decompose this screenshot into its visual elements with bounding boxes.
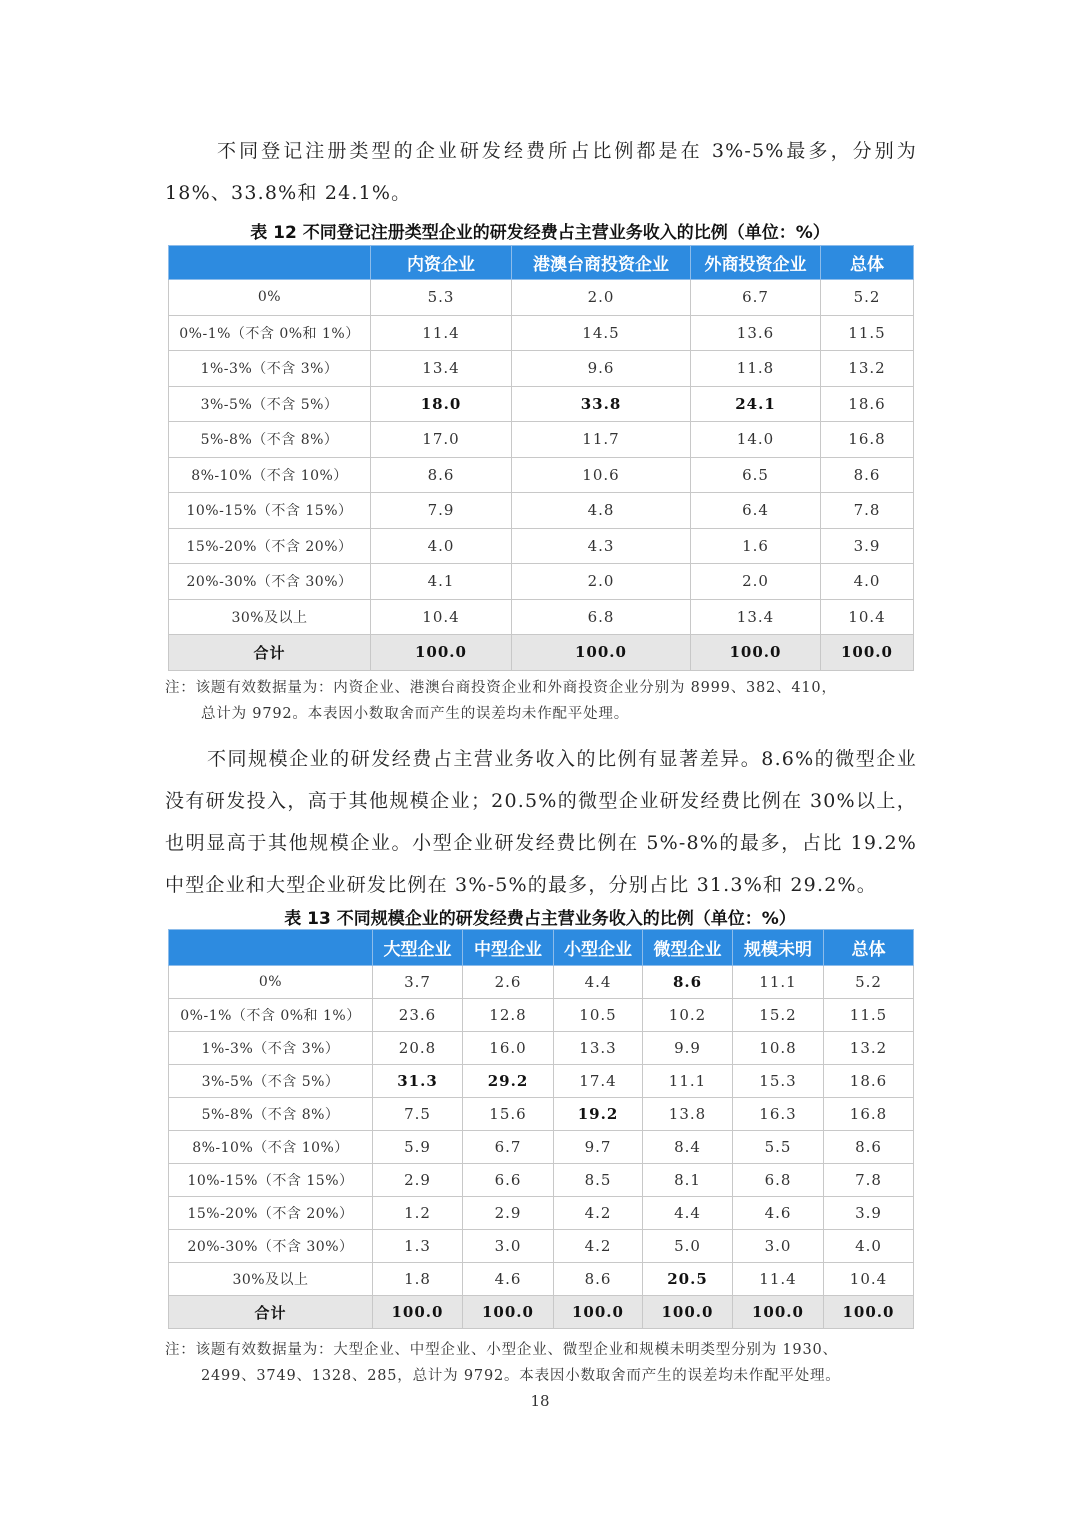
table-cell: 8.4: [643, 1131, 733, 1164]
table13-caption: 表 13 不同规模企业的研发经费占主营业务收入的比例（单位：%）: [284, 909, 796, 929]
table12-corner-cell: [169, 246, 371, 280]
table-row: [169, 315, 914, 351]
row-label: 5%-8%（不含 8%）: [169, 1098, 373, 1131]
table-cell: 4.8: [512, 493, 691, 529]
table-cell: 4.1: [371, 564, 512, 600]
row-label: 20%-30%（不含 30%）: [169, 564, 371, 600]
table-row: [169, 351, 914, 387]
table-row: [169, 280, 914, 316]
table-row: [169, 1131, 914, 1164]
table-cell: 10.8: [733, 1032, 824, 1065]
table-cell: 5.5: [733, 1131, 824, 1164]
table12-col-header: 内资企业: [371, 246, 512, 280]
table-row: [169, 1164, 914, 1197]
table-cell: 13.8: [643, 1098, 733, 1131]
table-row: [169, 1197, 914, 1230]
table-cell: 1.3: [373, 1230, 463, 1263]
table-cell: 5.9: [373, 1131, 463, 1164]
table-cell: 16.3: [733, 1098, 824, 1131]
table-row: [169, 457, 914, 493]
table-cell: 7.5: [373, 1098, 463, 1131]
table-row: [169, 999, 914, 1032]
table-cell: 5.0: [643, 1230, 733, 1263]
table-cell: 12.8: [463, 999, 554, 1032]
table-row: [169, 1032, 914, 1065]
table12-header-row: [169, 246, 914, 280]
table-cell: 8.6: [554, 1263, 643, 1296]
table-cell: 3.7: [373, 966, 463, 999]
table-cell: 10.4: [821, 599, 914, 635]
table-cell: 11.1: [643, 1065, 733, 1098]
table13-col-header: 总体: [824, 930, 914, 966]
table-total-row: [169, 635, 914, 671]
table-cell: 3.9: [821, 528, 914, 564]
table-cell-highlight: 29.2: [463, 1065, 554, 1098]
table-cell: 23.6: [373, 999, 463, 1032]
table-cell: 9.7: [554, 1131, 643, 1164]
table12-note: [165, 675, 925, 727]
table-cell: 4.6: [463, 1263, 554, 1296]
table13-corner-cell: [169, 930, 373, 966]
table12-caption: 表 12 不同登记注册类型企业的研发经费占主营业务收入的比例（单位：%）: [250, 223, 830, 243]
table-cell: 4.3: [512, 528, 691, 564]
table-cell: 15.6: [463, 1098, 554, 1131]
table-cell: 6.4: [691, 493, 821, 529]
table-cell: 14.0: [691, 422, 821, 458]
table-cell: 7.9: [371, 493, 512, 529]
table-cell: 100.0: [824, 1296, 914, 1329]
table12-col-header: 港澳台商投资企业: [512, 246, 691, 280]
note-line: 2499、3749、1328、285，总计为 9792。本表因小数取舍而产生的误差均未作配平处理。: [201, 1368, 841, 1384]
table-row: [169, 1098, 914, 1131]
table-cell-highlight: 24.1: [691, 386, 821, 422]
table-cell: 2.0: [691, 564, 821, 600]
table-cell: 6.5: [691, 457, 821, 493]
paragraph-enterprise-size: 不同规模企业的研发经费占主营业务收入的比例有显著差异。8.6%的微型企业没有研发投入，高于其他规模企业；20.5%的微型企业研发经费比例在 30%以上，也明显高于其他规模企业。小型企业研发经费比例在 5%-8%的最多，占比 19.2% 中型企业和大型企业研发比例在 3%-5%的最多，分别占比 31.3%和 29.2%。: [165, 748, 917, 896]
table-cell: 4.2: [554, 1230, 643, 1263]
table-cell: 100.0: [821, 635, 914, 671]
table-cell: 4.0: [371, 528, 512, 564]
table-cell: 6.6: [463, 1164, 554, 1197]
row-label: 1%-3%（不含 3%）: [169, 351, 371, 387]
table-cell: 10.4: [824, 1263, 914, 1296]
note-line: 总计为 9792。本表因小数取舍而产生的误差均未作配平处理。: [201, 706, 630, 722]
table-cell: 1.6: [691, 528, 821, 564]
table-cell: 100.0: [463, 1296, 554, 1329]
table-cell: 10.5: [554, 999, 643, 1032]
table-cell: 11.7: [512, 422, 691, 458]
table-row: [169, 386, 914, 422]
row-label: 20%-30%（不含 30%）: [169, 1230, 373, 1263]
table-cell: 17.4: [554, 1065, 643, 1098]
row-label: 0%-1%（不含 0%和 1%）: [169, 999, 373, 1032]
table-cell: 11.5: [824, 999, 914, 1032]
table-cell: 18.6: [824, 1065, 914, 1098]
table-cell: 7.8: [824, 1164, 914, 1197]
table-cell: 6.7: [691, 280, 821, 316]
table-cell: 13.3: [554, 1032, 643, 1065]
paragraph-registration-types: 不同登记注册类型的企业研发经费所占比例都是在 3%-5%最多，分别为 18%、33.8%和 24.1%。: [165, 140, 917, 204]
table-cell: 100.0: [371, 635, 512, 671]
row-label: 0%: [169, 280, 371, 316]
row-label: 30%及以上: [169, 599, 371, 635]
table-cell: 16.0: [463, 1032, 554, 1065]
table-cell: 11.1: [733, 966, 824, 999]
table-cell: 13.4: [691, 599, 821, 635]
table-cell-highlight: 31.3: [373, 1065, 463, 1098]
table-cell: 8.1: [643, 1164, 733, 1197]
row-label: 0%-1%（不含 0%和 1%）: [169, 315, 371, 351]
table-cell: 1.8: [373, 1263, 463, 1296]
row-label: 15%-20%（不含 20%）: [169, 1197, 373, 1230]
table-cell: 4.4: [554, 966, 643, 999]
table-cell: 15.3: [733, 1065, 824, 1098]
table-cell: 8.6: [824, 1131, 914, 1164]
table-cell: 3.9: [824, 1197, 914, 1230]
table12-col-header: 外商投资企业: [691, 246, 821, 280]
table-cell: 100.0: [643, 1296, 733, 1329]
table-cell: 9.9: [643, 1032, 733, 1065]
table-cell-highlight: 18.0: [371, 386, 512, 422]
table-cell: 18.6: [821, 386, 914, 422]
table-row: [169, 1263, 914, 1296]
table-cell: 1.2: [373, 1197, 463, 1230]
table13-col-header: 微型企业: [643, 930, 733, 966]
table-cell-highlight: 33.8: [512, 386, 691, 422]
table-cell: 100.0: [373, 1296, 463, 1329]
table-row: [169, 528, 914, 564]
table-row: [169, 599, 914, 635]
table13-note: [165, 1337, 925, 1389]
row-label: 5%-8%（不含 8%）: [169, 422, 371, 458]
table-row: [169, 1230, 914, 1263]
table-cell: 2.9: [463, 1197, 554, 1230]
table-cell: 6.7: [463, 1131, 554, 1164]
table-cell: 7.8: [821, 493, 914, 529]
row-label: 1%-3%（不含 3%）: [169, 1032, 373, 1065]
table-cell: 5.2: [824, 966, 914, 999]
table-cell-highlight: 8.6: [643, 966, 733, 999]
table-cell: 8.6: [821, 457, 914, 493]
table-row: [169, 1065, 914, 1098]
table-cell: 20.8: [373, 1032, 463, 1065]
row-label: 3%-5%（不含 5%）: [169, 1065, 373, 1098]
table-cell: 8.6: [371, 457, 512, 493]
total-label: 合计: [169, 1296, 373, 1329]
table-cell: 10.4: [371, 599, 512, 635]
table-cell: 13.4: [371, 351, 512, 387]
row-label: 10%-15%（不含 15%）: [169, 493, 371, 529]
table13-col-header: 中型企业: [463, 930, 554, 966]
table-row: [169, 966, 914, 999]
table-cell: 4.2: [554, 1197, 643, 1230]
table-cell: 100.0: [512, 635, 691, 671]
table-cell: 3.0: [463, 1230, 554, 1263]
table-cell: 6.8: [512, 599, 691, 635]
table-cell: 11.8: [691, 351, 821, 387]
table-cell: 17.0: [371, 422, 512, 458]
table-cell: 6.8: [733, 1164, 824, 1197]
table-cell: 3.0: [733, 1230, 824, 1263]
table-row: [169, 422, 914, 458]
table-cell: 4.6: [733, 1197, 824, 1230]
row-label: 0%: [169, 966, 373, 999]
table-cell: 13.6: [691, 315, 821, 351]
table12-col-header: 总体: [821, 246, 914, 280]
table-cell: 11.4: [371, 315, 512, 351]
table-cell: 11.4: [733, 1263, 824, 1296]
table-cell: 4.4: [643, 1197, 733, 1230]
table-cell: 2.6: [463, 966, 554, 999]
table-cell: 16.8: [821, 422, 914, 458]
table-cell: 11.5: [821, 315, 914, 351]
row-label: 8%-10%（不含 10%）: [169, 1131, 373, 1164]
table-total-row: [169, 1296, 914, 1329]
row-label: 30%及以上: [169, 1263, 373, 1296]
table-cell: 5.3: [371, 280, 512, 316]
table-cell: 13.2: [821, 351, 914, 387]
table-cell: 14.5: [512, 315, 691, 351]
total-label: 合计: [169, 635, 371, 671]
table-cell: 2.9: [373, 1164, 463, 1197]
table-row: [169, 493, 914, 529]
row-label: 15%-20%（不含 20%）: [169, 528, 371, 564]
table-cell: 13.2: [824, 1032, 914, 1065]
table-cell-highlight: 20.5: [643, 1263, 733, 1296]
table-cell: 15.2: [733, 999, 824, 1032]
table-cell: 5.2: [821, 280, 914, 316]
table-cell: 9.6: [512, 351, 691, 387]
note-line: 注：该题有效数据量为：大型企业、中型企业、小型企业、微型企业和规模未明类型分别为 1930、: [165, 1342, 838, 1358]
table-cell: 16.8: [824, 1098, 914, 1131]
table-cell: 100.0: [733, 1296, 824, 1329]
table13: [168, 929, 914, 1329]
table-cell: 8.5: [554, 1164, 643, 1197]
table-cell: 2.0: [512, 280, 691, 316]
table-cell: 100.0: [691, 635, 821, 671]
table-cell: 100.0: [554, 1296, 643, 1329]
table-cell: 2.0: [512, 564, 691, 600]
row-label: 8%-10%（不含 10%）: [169, 457, 371, 493]
table13-col-header: 小型企业: [554, 930, 643, 966]
table-cell: 10.2: [643, 999, 733, 1032]
table13-col-header: 大型企业: [373, 930, 463, 966]
page-number: 18: [530, 1392, 550, 1410]
table-cell: 4.0: [824, 1230, 914, 1263]
table13-col-header: 规模未明: [733, 930, 824, 966]
table-cell-highlight: 19.2: [554, 1098, 643, 1131]
table12: [168, 245, 914, 671]
row-label: 10%-15%（不含 15%）: [169, 1164, 373, 1197]
table-cell: 10.6: [512, 457, 691, 493]
row-label: 3%-5%（不含 5%）: [169, 386, 371, 422]
note-line: 注：该题有效数据量为：内资企业、港澳台商投资企业和外商投资企业分别为 8999、382、410，: [165, 680, 837, 696]
table-cell: 4.0: [821, 564, 914, 600]
table-row: [169, 564, 914, 600]
table13-header-row: [169, 930, 914, 966]
